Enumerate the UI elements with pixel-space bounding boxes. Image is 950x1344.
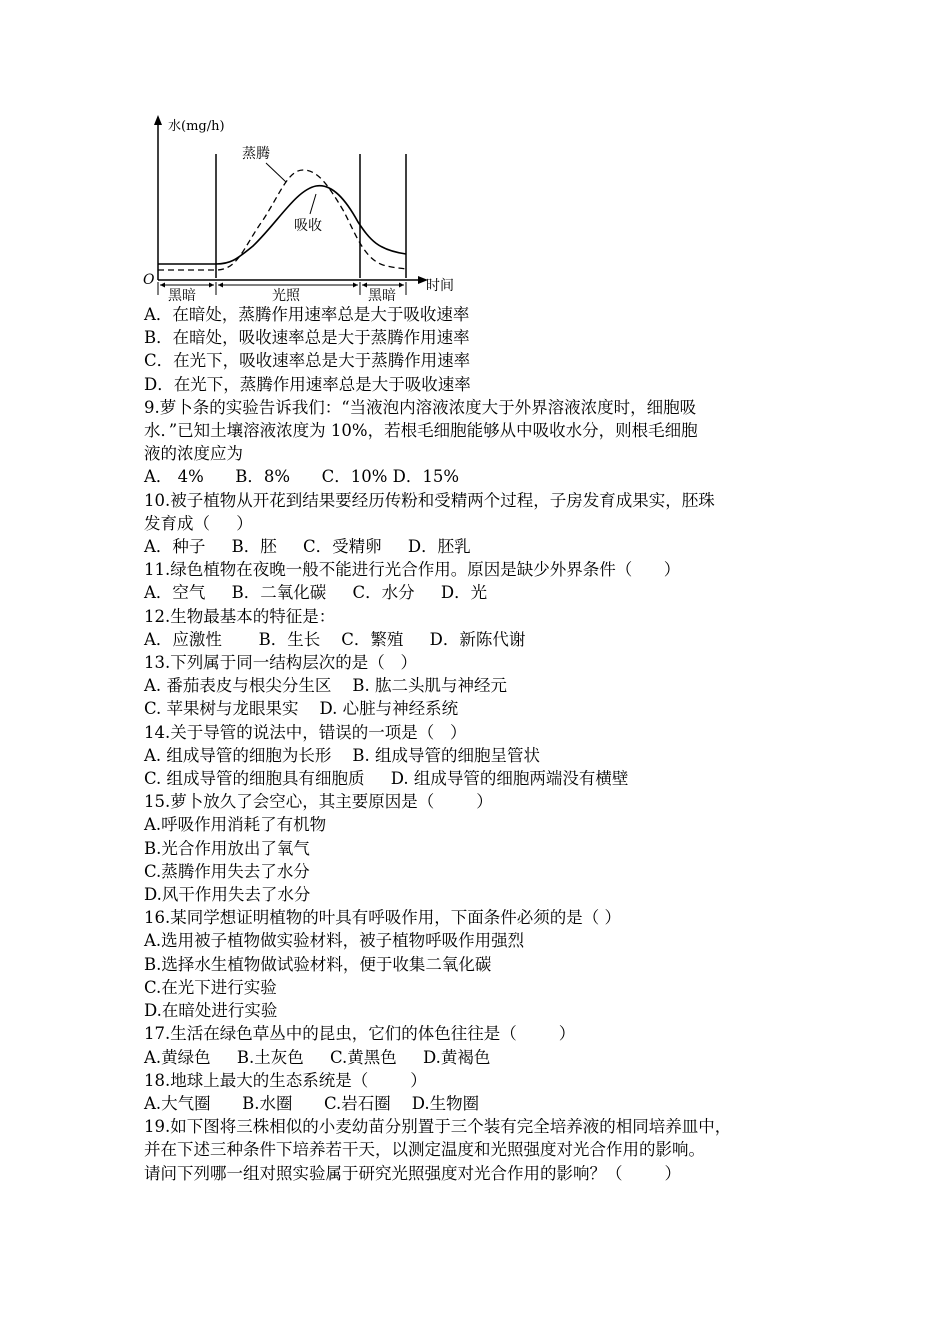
question-line: 13.下列属于同一结构层次的是（ ） xyxy=(144,653,417,673)
question-line: 18.地球上最大的生态系统是（ ） xyxy=(144,1070,427,1090)
option-line: D.风干作用失去了水分 xyxy=(144,885,311,905)
question-line: 请问下列哪一组对照实验属于研究光照强度对光合作用的影响？（ ） xyxy=(144,1163,681,1183)
option-line: D．在光下，蒸腾作用速率总是大于吸收速率 xyxy=(144,374,471,394)
option-line: A．种子 B．胚 C．受精卵 D．胚乳 xyxy=(144,537,471,557)
period-label-dark-2: 黑暗 xyxy=(368,288,396,304)
absorption-leader xyxy=(310,194,316,214)
option-line: A.大气圈 B.水圈 C.岩石圈 D.生物圈 xyxy=(144,1093,480,1113)
question-line: 并在下述三种条件下培养若干天，以测定温度和光照强度对光合作用的影响。 xyxy=(144,1140,705,1160)
option-line: C. 组成导管的细胞具有细胞质 D. 组成导管的细胞两端没有横壁 xyxy=(144,769,629,789)
option-line: D.在暗处进行实验 xyxy=(144,1001,278,1021)
transpiration-curve xyxy=(158,170,406,270)
option-line: A．在暗处，蒸腾作用速率总是大于吸收速率 xyxy=(144,305,470,324)
question-line: 9.萝卜条的实验告诉我们：“当液泡内溶液浓度大于外界溶液浓度时，细胞吸 xyxy=(144,397,697,417)
option-line: C.蒸腾作用失去了水分 xyxy=(144,861,310,881)
question-line: 10.被子植物从开花到结果要经历传粉和受精两个过程，子房发育成果实，胚珠 xyxy=(144,490,715,510)
question-line: 液的浓度应为 xyxy=(144,444,243,464)
x-axis-label: 时间 xyxy=(426,278,454,294)
y-axis-arrow-icon xyxy=(154,115,162,125)
option-line: C. 苹果树与龙眼果实 D. 心脏与神经系统 xyxy=(144,699,459,719)
question-line: 水．”已知土壤溶液浓度为 10%，若根毛细胞能够从中吸收水分，则根毛细胞 xyxy=(144,421,698,441)
option-line: A． 4% B．8% C．10% D．15% xyxy=(144,467,460,487)
option-line: B.光合作用放出了氧气 xyxy=(144,838,310,858)
period-label-light: 光照 xyxy=(272,288,300,304)
option-line: A.黄绿色 B.土灰色 C.黄黑色 D.黄褐色 xyxy=(144,1047,491,1067)
option-line: C．在光下，吸收速率总是大于蒸腾作用速率 xyxy=(144,351,471,371)
option-line: A. 组成导管的细胞为长形 B. 组成导管的细胞呈管状 xyxy=(144,745,540,765)
question-text xyxy=(144,303,824,1185)
question-line: 14.关于导管的说法中，错误的一项是（ ） xyxy=(144,722,467,742)
question-line: 11.绿色植物在夜晚一般不能进行光合作用。原因是缺少外界条件（ ） xyxy=(144,560,681,580)
option-line: A.呼吸作用消耗了有机物 xyxy=(144,815,327,835)
absorption-curve xyxy=(158,186,406,264)
transpiration-leader xyxy=(266,163,286,182)
transpiration-label: 蒸腾 xyxy=(242,146,270,162)
period-label-dark-1: 黑暗 xyxy=(168,288,196,304)
option-line: B．在暗处，吸收速率总是大于蒸腾作用速率 xyxy=(144,328,470,348)
option-line: A．空气 B．二氧化碳 C．水分 D．光 xyxy=(144,583,488,603)
option-line: A.选用被子植物做实验材料，被子植物呼吸作用强烈 xyxy=(144,931,525,951)
question-line: 16.某同学想证明植物的叶具有呼吸作用，下面条件必须的是（ ） xyxy=(144,908,621,928)
origin-label: O xyxy=(143,272,155,288)
option-line: A. 番茄表皮与根尖分生区 B. 肱二头肌与神经元 xyxy=(144,676,507,696)
y-axis-label: 水(mg/h) xyxy=(168,119,225,134)
question-line: 12.生物最基本的特征是： xyxy=(144,606,336,626)
question-line: 发育成（ ） xyxy=(144,513,253,533)
water-rate-graph xyxy=(138,110,468,308)
option-line: A．应激性 B．生长 C．繁殖 D．新陈代谢 xyxy=(144,629,526,649)
question-line: 15.萝卜放久了会空心，其主要原因是（ ） xyxy=(144,792,493,812)
question-line: 19.如下图将三株相似的小麦幼苗分别置于三个装有完全培养液的相同培养皿中， xyxy=(144,1117,732,1137)
option-line: B.选择水生植物做试验材料，便于收集二氧化碳 xyxy=(144,954,492,974)
option-line: C.在光下进行实验 xyxy=(144,977,277,997)
question-line: 17.生活在绿色草丛中的昆虫，它们的体色往往是（ ） xyxy=(144,1024,576,1044)
absorption-label: 吸收 xyxy=(294,218,322,234)
